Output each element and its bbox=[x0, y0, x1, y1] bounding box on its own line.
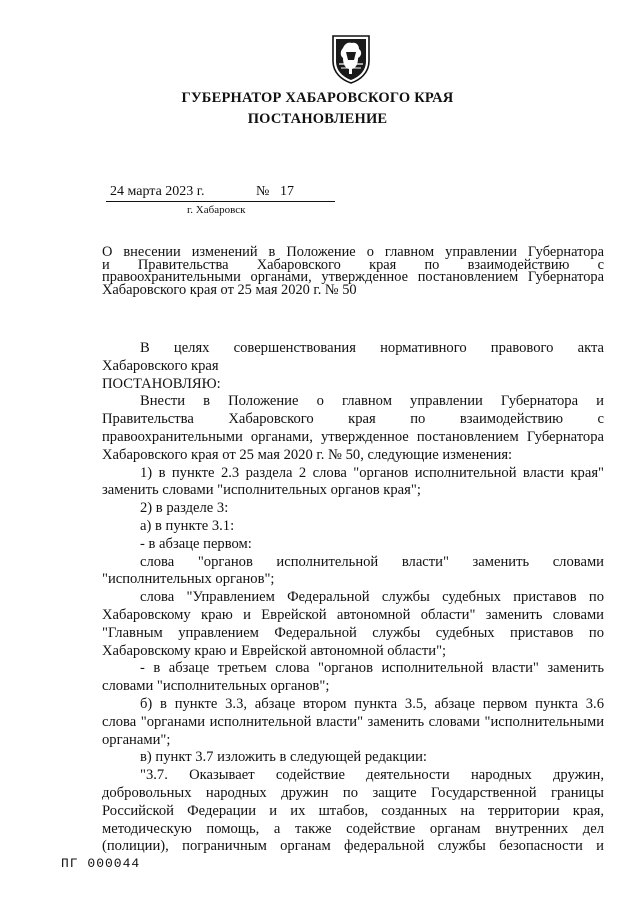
body-line: 1) в пункте 2.3 раздела 2 слова "органов исполнительной власти края" bbox=[140, 464, 604, 481]
body-line: а) в пункте 3.1: bbox=[140, 517, 235, 534]
document-number: 17 bbox=[280, 184, 294, 199]
body-line: заменить словами "исполнительных органов края"; bbox=[102, 482, 421, 499]
coat-of-arms-icon bbox=[330, 34, 372, 84]
body-line: методическую помощь, а также содействие органам внутренних дел bbox=[102, 820, 604, 837]
body-line: Внести в Положение о главном управлении Губернатора и bbox=[140, 393, 604, 410]
body-line: Хабаровскому краю и Еврейской автономной области" заменить словами bbox=[102, 606, 604, 623]
authority-title: ГУБЕРНАТОР ХАБАРОВСКОГО КРАЯ bbox=[181, 90, 454, 106]
body-line: слова "органами исполнительной власти" заменить словами "исполнительными bbox=[102, 713, 604, 730]
form-code: ПГ 000044 bbox=[61, 856, 141, 871]
body-line: Хабаровского края от 25 мая 2020 г. № 50, следующие изменения: bbox=[102, 446, 513, 463]
document-type: ПОСТАНОВЛЕНИЕ bbox=[247, 111, 388, 127]
number-sign: № bbox=[256, 184, 270, 199]
body-line: "Главным управлением Федеральной службы судебных приставов по bbox=[102, 624, 604, 641]
body-line: "исполнительных органов"; bbox=[102, 571, 275, 588]
body-line: - в абзаце первом: bbox=[140, 535, 252, 552]
subject-line: О внесении изменений в Положение о главном управлении Губернатора bbox=[102, 244, 604, 260]
body-line: (полиции), пограничным органам федеральной службы безопасности и bbox=[102, 838, 604, 855]
body-line: в) пункт 3.7 изложить в следующей редакции: bbox=[140, 749, 427, 766]
document-body bbox=[102, 340, 604, 856]
body-line: 2) в разделе 3: bbox=[140, 500, 229, 517]
subject-line: Хабаровского края от 25 мая 2020 г. № 50 bbox=[102, 281, 357, 298]
body-line: ПОСТАНОВЛЯЮ: bbox=[102, 375, 221, 392]
body-line: слова "Управлением Федеральной службы судебных приставов по bbox=[140, 589, 604, 606]
body-line: Хабаровского края bbox=[102, 357, 219, 374]
document-subject bbox=[102, 246, 604, 296]
body-line: Хабаровскому краю и Еврейской автономной области"; bbox=[102, 642, 447, 659]
body-line: Российской Федерации и их штабов, созданных на территории края, bbox=[102, 802, 604, 819]
body-line: Правительства Хабаровского края по взаимодействию с bbox=[102, 411, 604, 428]
document-date: 24 марта 2023 г. bbox=[110, 184, 205, 199]
body-line: В целях совершенствования нормативного правового акта bbox=[140, 340, 604, 356]
document-date-number bbox=[110, 184, 335, 202]
body-line: б) в пункте 3.3, абзаце втором пункта 3.5, абзаце первом пункта 3.6 bbox=[140, 695, 604, 712]
body-line: органами"; bbox=[102, 731, 171, 748]
body-line: добровольных народных дружин по защите Государственной границы bbox=[102, 784, 604, 801]
subject-line: и Правительства Хабаровского края по взаимодействию с bbox=[102, 256, 604, 273]
subject-line: правоохранительными органами, утвержденное постановлением Губернатора bbox=[102, 269, 604, 285]
date-underline bbox=[106, 201, 335, 202]
body-line: "3.7. Оказывает содействие деятельности народных дружин, bbox=[140, 767, 604, 784]
body-line: слова "органов исполнительной власти" заменить словами bbox=[140, 553, 604, 570]
body-line: правоохранительными органами, утвержденное постановлением Губернатора bbox=[102, 428, 604, 445]
body-line: - в абзаце третьем слова "органов исполнительной власти" заменить bbox=[140, 660, 604, 677]
document-place: г. Хабаровск bbox=[187, 204, 246, 216]
body-line: словами "исполнительных органов"; bbox=[102, 678, 330, 695]
